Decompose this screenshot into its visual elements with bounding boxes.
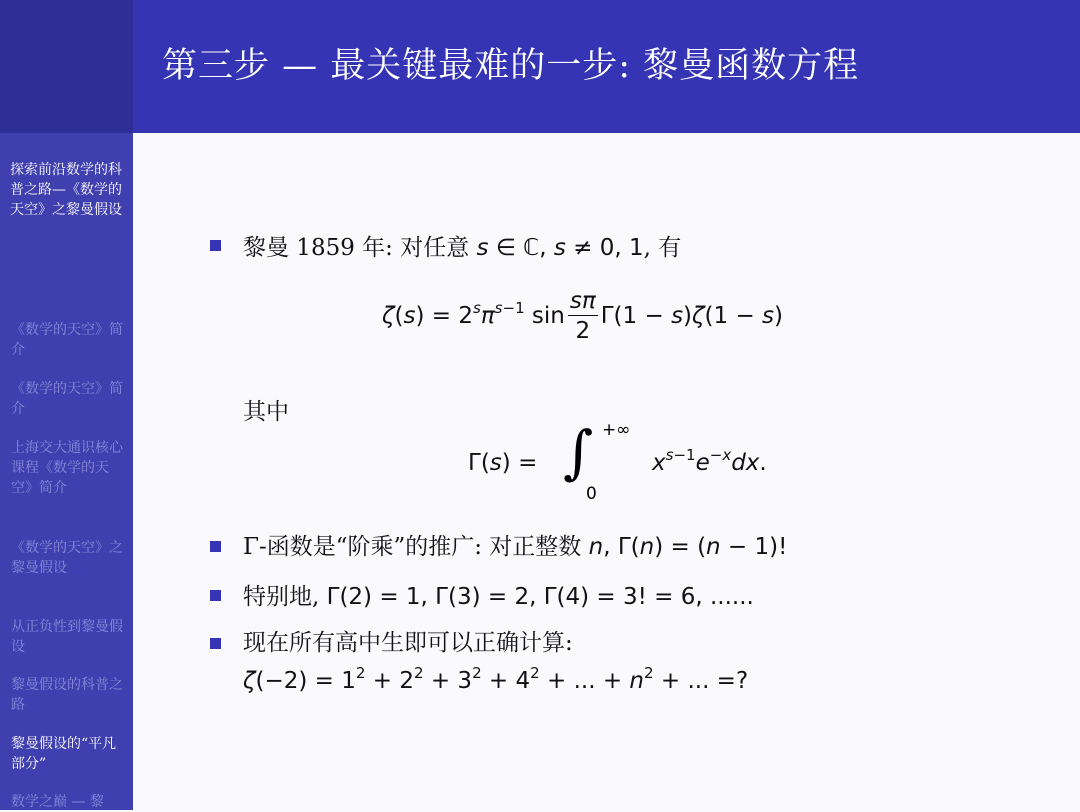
- bullet-1-text: 黎曼 1859 年: 对任意: [243, 235, 470, 261]
- gamma-integrand: $x^{s-1}e^{-x}dx$.: [652, 446, 767, 476]
- sidebar-item[interactable]: 数学之巅 — 黎: [11, 794, 104, 810]
- sidebar-item[interactable]: 上海交大通识核心课程《数学的天空》简介: [11, 440, 123, 496]
- bullet-3-line: [243, 578, 754, 611]
- bullet-marker: [210, 590, 221, 601]
- bullet-3-text: 特别地,: [243, 584, 320, 610]
- sidebar-item-active[interactable]: 黎曼假设的“平凡部分”: [11, 736, 117, 772]
- bullet-1-line: [243, 229, 681, 262]
- bullet-2-text: Γ-函数是“阶乘”的推广: 对正整数: [243, 534, 582, 560]
- sidebar-item[interactable]: 《数学的天空》之黎曼假设: [11, 540, 123, 576]
- gamma-lhs: Γ(s) =: [468, 450, 538, 476]
- bullet-2-line: [243, 528, 787, 561]
- formula-gamma-n: n, Γ(n) = (n − 1)!: [588, 534, 788, 560]
- sidebar-item[interactable]: 《数学的天空》简介: [11, 381, 123, 417]
- bullet-1-tail: , 有: [643, 235, 682, 261]
- bullet-marker: [210, 638, 221, 649]
- sidebar-header[interactable]: 探索前沿数学的科普之路—《数学的天空》之黎曼假设: [10, 162, 122, 218]
- slide-title: 第三步 — 最关键最难的一步: 黎曼函数方程: [162, 46, 860, 86]
- sidebar-item[interactable]: 黎曼假设的科普之路: [11, 677, 123, 713]
- lower-limit: 0: [586, 484, 597, 504]
- sidebar-top-block: [0, 0, 133, 133]
- formula-zeta-minus-2: $\zeta(-2) = 1^2 + 2^2 + 3^2 + 4^2$ + ... + $n^2$ + ... =?: [243, 664, 749, 694]
- sidebar-item[interactable]: 从正负性到黎曼假设: [11, 619, 123, 655]
- integral-sign: ∫: [563, 418, 594, 486]
- functional-equation: $\zeta(s) = 2^s\pi^{s-1}$ sin $\frac{s\pi}{2}$ Γ(1 − s)ζ(1 − s): [382, 288, 784, 344]
- bullet-marker: [210, 541, 221, 552]
- formula-gamma-values: Γ(2) = 1, Γ(3) = 2, Γ(4) = 3! = 6, ......: [326, 584, 754, 610]
- bullet-4-text: 现在所有高中生即可以正确计算:: [243, 630, 573, 656]
- formula-s-in-c: s ∈ ℂ, s ≠ 0, 1: [476, 235, 644, 261]
- sidebar-item[interactable]: 《数学的天空》简介: [11, 322, 123, 358]
- bullet-marker: [210, 240, 221, 251]
- upper-limit: +∞: [602, 420, 631, 440]
- qizhong-label: 其中: [243, 399, 289, 425]
